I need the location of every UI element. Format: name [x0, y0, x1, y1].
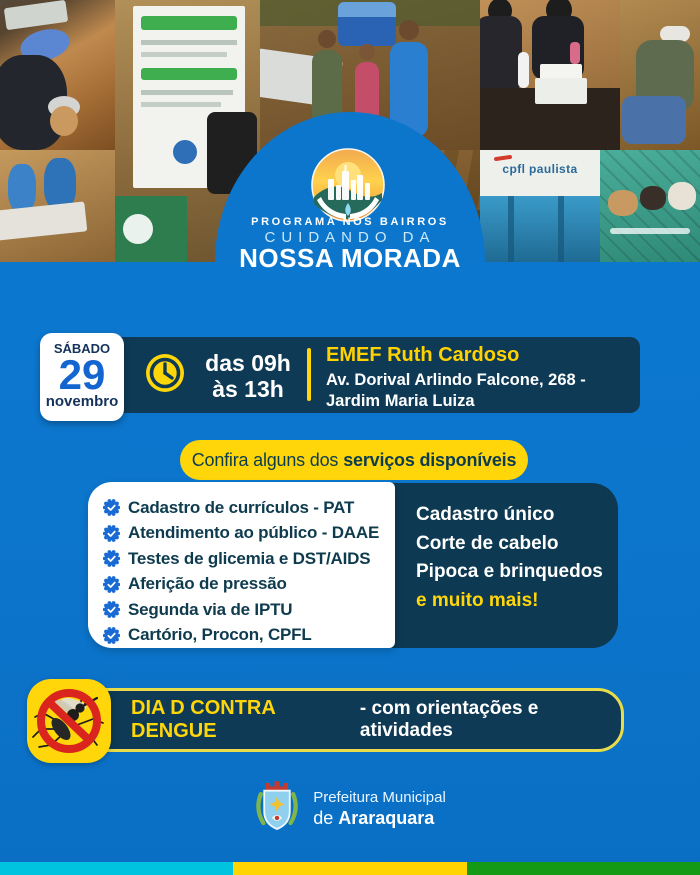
date-month-label: novembro — [45, 393, 119, 410]
venue-address-line1: Av. Dorival Arlindo Falcone, 268 - — [326, 371, 586, 389]
program-subtitle: CUIDANDO DA — [264, 229, 436, 246]
org-line2-name: Araraquara — [338, 807, 435, 828]
check-badge-icon — [103, 601, 120, 618]
banner-line-shape — [141, 52, 227, 57]
extras-item: Pipoca e brinquedos — [416, 561, 603, 582]
service-item — [103, 546, 385, 572]
check-badge-icon — [103, 550, 120, 567]
check-badge-icon — [103, 499, 120, 516]
client-head-shape — [50, 106, 78, 136]
extras-highlight: e muito mais! — [416, 589, 539, 611]
photo-barber-scene — [0, 0, 115, 150]
date-badge — [40, 333, 124, 421]
banner-line-shape — [141, 40, 237, 45]
banner-bar-shape — [141, 68, 237, 80]
program-title: NOSSA MORADA — [239, 243, 461, 273]
check-badge-icon — [103, 627, 120, 644]
services-header-bold: serviços disponíveis — [343, 449, 517, 470]
service-item-label: Segunda via de IPTU — [128, 599, 293, 619]
service-item-label: Testes de glicemia e DST/AIDS — [128, 548, 371, 568]
service-item — [103, 572, 385, 598]
services-header-pill — [180, 440, 528, 480]
venue-name: EMEF Ruth Cardoso — [326, 344, 520, 366]
extras-item: Cadastro único — [416, 504, 555, 525]
extras-item: Corte de cabelo — [416, 532, 559, 554]
dog-face-shape — [608, 190, 638, 216]
service-item-label: Atendimento ao público - DAAE — [128, 523, 380, 543]
dengue-description: - com orientações e atividades — [359, 698, 539, 741]
bottom-stripe-cyan — [0, 862, 233, 875]
cooler-lid-shape — [338, 2, 396, 17]
person-head-shape — [359, 44, 375, 60]
table-shape — [4, 0, 68, 30]
banner-bar-shape — [141, 16, 237, 30]
venue-block — [326, 344, 626, 412]
city-crest-icon — [254, 776, 300, 841]
person-head-shape — [399, 20, 419, 40]
extras-list — [416, 501, 618, 615]
program-kicker: PROGRAMA NOS BAIRROS — [251, 216, 449, 228]
service-item — [103, 495, 385, 521]
service-item-label: Cartório, Procon, CPFL — [128, 625, 312, 645]
event-time-line1: das 09h — [205, 350, 291, 376]
photo-seated-man-scene — [620, 0, 700, 150]
banner-emblem-shape — [173, 140, 197, 164]
cup-shape — [570, 42, 580, 64]
service-item-label: Cadastro de currículos - PAT — [128, 497, 355, 517]
service-item — [103, 521, 385, 547]
date-day-label: SÁBADO — [53, 341, 111, 356]
service-item-label: Aferição de pressão — [128, 574, 287, 594]
event-time — [190, 350, 306, 402]
check-badge-icon — [103, 576, 120, 593]
check-badge-icon — [103, 525, 120, 542]
dengue-title: DIA D CONTRA DENGUE — [131, 697, 276, 742]
schedule-divider — [307, 348, 311, 401]
volunteer-shape — [8, 164, 36, 212]
jeans-shape — [622, 96, 686, 144]
banner-line-shape — [141, 90, 233, 95]
venue-address-line2: Jardim Maria Luiza — [326, 392, 475, 410]
dengue-banner — [72, 688, 624, 752]
org-line2-prefix: de — [313, 807, 334, 828]
clock-icon — [145, 353, 185, 398]
person-shape — [480, 16, 522, 92]
bottle-shape — [518, 52, 529, 88]
service-item — [103, 623, 385, 649]
org-line2 — [313, 808, 446, 829]
services-list — [88, 482, 395, 648]
person-head-shape — [318, 30, 336, 48]
bottom-stripe-green — [467, 862, 700, 875]
extras-card — [372, 483, 618, 648]
city-hall-logo — [0, 776, 700, 841]
services-card — [88, 482, 395, 648]
no-mosquito-icon — [27, 679, 111, 763]
dog-face-shape — [640, 186, 666, 210]
cpfl-banner-text: cpfl paulista — [502, 162, 578, 176]
date-day-number: 29 — [58, 351, 106, 398]
services-header-regular: Confira alguns dos — [191, 449, 339, 470]
service-item — [103, 597, 385, 623]
city-hall-name — [313, 789, 446, 829]
org-line1: Prefeitura Municipal — [313, 788, 446, 806]
bottom-stripe-yellow — [233, 862, 466, 875]
box-shape — [535, 78, 587, 104]
banner-line-shape — [141, 102, 221, 107]
event-time-line2: às 13h — [212, 376, 284, 402]
dog-face-shape — [668, 182, 696, 210]
photo-registration-scene — [480, 0, 620, 150]
